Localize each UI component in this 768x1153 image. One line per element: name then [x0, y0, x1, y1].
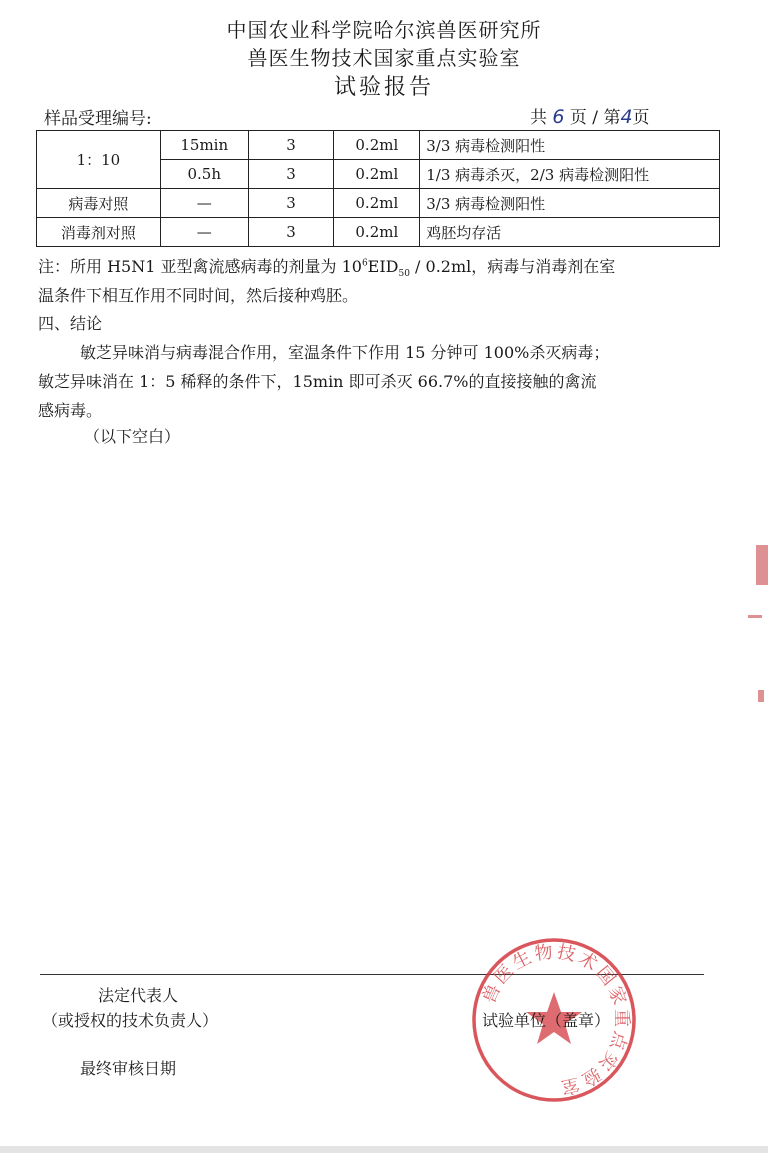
final-review-date-label: 最终审核日期 — [80, 1059, 177, 1078]
conclusion-heading: 四、结论 — [38, 314, 103, 333]
group-cell: 消毒剂对照 — [37, 218, 161, 247]
blank-below-note: （以下空白） — [84, 427, 181, 446]
page-suffix: 页 — [632, 108, 650, 128]
note-text: 注：所用 H5N1 亚型禽流感病毒的剂量为 10 — [38, 257, 362, 276]
report-title: 试验报告 — [333, 75, 434, 100]
group-cell: 病毒对照 — [37, 189, 161, 218]
dose-cell: 0.2ml — [334, 218, 420, 247]
page-current: 4 — [620, 106, 633, 128]
test-unit-label: 试验单位（盖章） — [482, 1011, 611, 1030]
result-cell: 3/3 病毒检测阳性 — [420, 131, 720, 160]
dose-cell: 0.2ml — [334, 160, 420, 189]
conclusion-line-3: 感病毒。 — [38, 401, 103, 420]
result-cell: 1/3 病毒杀灭，2/3 病毒检测阳性 — [420, 160, 720, 189]
count-cell: 3 — [248, 131, 334, 160]
edge-stamp-fragment — [756, 545, 768, 585]
conclusion-line-2: 敏芝异味消在 1：5 稀释的条件下，15min 即可杀灭 66.7%的直接接触的禽流 — [38, 372, 597, 391]
note-subscript: 50 — [398, 269, 410, 280]
note-line-2: 温条件下相互作用不同时间，然后接种鸡胚。 — [38, 286, 359, 305]
note-text-end: / 0.2ml，病毒与消毒剂在室 — [409, 257, 616, 276]
time-cell: — — [160, 189, 248, 218]
group-cell: 1：10 — [37, 131, 161, 189]
scan-bottom-edge — [0, 1146, 768, 1153]
sample-id-label: 样品受理编号: — [44, 109, 152, 129]
time-cell: — — [160, 218, 248, 247]
count-cell: 3 — [248, 218, 334, 247]
dose-cell: 0.2ml — [334, 189, 420, 218]
page-prefix: 共 — [530, 108, 547, 128]
page-indicator — [530, 103, 650, 128]
legal-representative-label: 法定代表人 — [98, 986, 179, 1005]
time-cell: 15min — [160, 131, 248, 160]
authorized-person-label: （或授权的技术负责人） — [42, 1011, 219, 1030]
seal-text: 兽医生物技术国家重点实验室 — [478, 941, 633, 1099]
lab-name: 兽医生物技术国家重点实验室 — [247, 46, 521, 70]
table-row — [37, 218, 720, 247]
edge-stamp-fragment — [748, 615, 762, 618]
count-cell: 3 — [248, 160, 334, 189]
result-cell: 3/3 病毒检测阳性 — [420, 189, 720, 218]
institute-name: 中国农业科学院哈尔滨兽医研究所 — [226, 18, 542, 42]
result-cell: 鸡胚均存活 — [420, 218, 720, 247]
note-exponent: 6 — [361, 258, 368, 269]
table-row — [37, 189, 720, 218]
page-middle: 页 / 第 — [569, 108, 621, 128]
table-row — [37, 131, 720, 160]
edge-stamp-fragment — [758, 690, 764, 702]
page-total: 6 — [552, 106, 565, 128]
time-cell: 0.5h — [160, 160, 248, 189]
note-unit: EID — [367, 257, 399, 276]
results-table — [36, 130, 720, 247]
conclusion-line-1: 敏芝异味消与病毒混合作用，室温条件下作用 15 分钟可 100%杀灭病毒； — [80, 343, 610, 362]
note-line-1 — [38, 254, 615, 279]
dose-cell: 0.2ml — [334, 131, 420, 160]
count-cell: 3 — [248, 189, 334, 218]
